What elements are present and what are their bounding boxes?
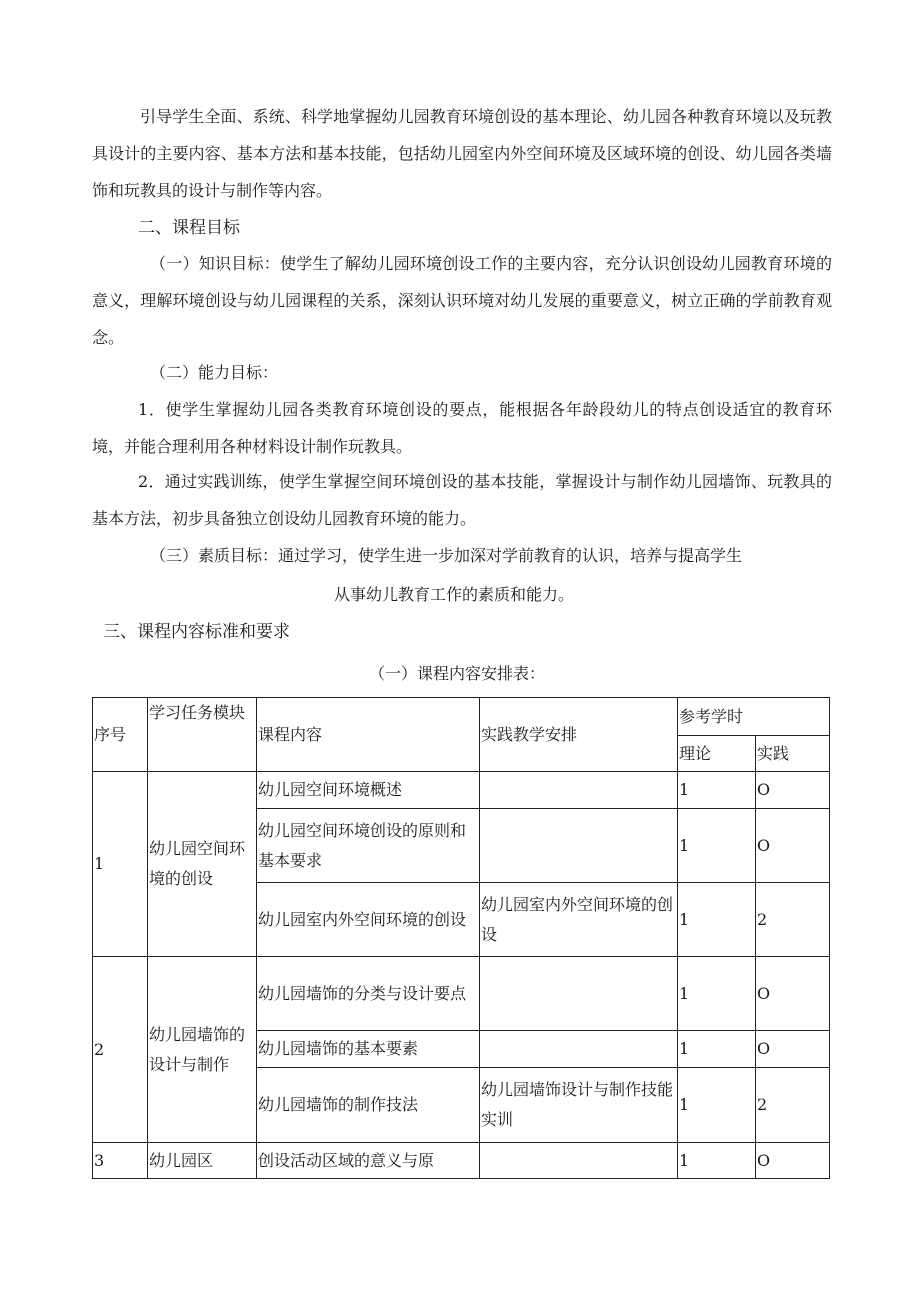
- row-content: 幼儿园室内外空间环境的创设: [257, 883, 480, 957]
- table-row: [93, 1143, 830, 1179]
- row-content: 幼儿园空间环境创设的原则和基本要求: [257, 809, 480, 883]
- row-practice: [480, 1143, 678, 1179]
- row-theory: 1: [678, 772, 756, 809]
- header-module: 学习任务模块: [148, 698, 257, 772]
- quality-goal-line-1: （三）素质目标：通过学习，使学生进一步加深对学前教育的认识，培养与提高学生: [150, 546, 743, 565]
- row-content: 幼儿园墙饰的基本要素: [257, 1031, 480, 1068]
- course-content-table: [92, 697, 830, 1179]
- header-no: 序号: [93, 698, 148, 772]
- row-prac: O: [756, 957, 830, 1031]
- row-theory: 1: [678, 1143, 756, 1179]
- group-no: 1: [93, 772, 148, 957]
- row-theory: 1: [678, 883, 756, 957]
- group-module: 幼儿园墙饰的设计与制作: [148, 957, 257, 1143]
- ability-goal-heading: （二）能力目标：: [150, 363, 279, 382]
- row-prac: O: [756, 1143, 830, 1179]
- row-practice: [480, 957, 678, 1031]
- row-theory: 1: [678, 809, 756, 883]
- quality-goal-line-2: 从事幼儿教育工作的素质和能力。: [334, 585, 575, 604]
- row-theory: 1: [678, 957, 756, 1031]
- row-content: 幼儿园墙饰的制作技法: [257, 1068, 480, 1143]
- table-row: [93, 772, 830, 809]
- table-caption: （一）课程内容安排表：: [369, 664, 546, 683]
- row-prac: O: [756, 772, 830, 809]
- section-heading-content: 三、课程内容标准和要求: [103, 622, 290, 642]
- row-practice: [480, 809, 678, 883]
- header-hours: 参考学时: [678, 698, 830, 736]
- header-content: 课程内容: [257, 698, 480, 772]
- section-heading-goals: 二、课程目标: [138, 218, 240, 238]
- table-header-row: [93, 698, 830, 736]
- row-practice: [480, 1031, 678, 1068]
- ability-goal-item-1: 1．使学生掌握幼儿园各类教育环境创设的要点，能根据各年龄段幼儿的特点创设适宜的教育环境，并能合理利用各种材料设计制作玩教具。: [92, 400, 832, 456]
- row-practice: 幼儿园室内外空间环境的创设: [480, 883, 678, 957]
- group-module: 幼儿园区: [148, 1143, 257, 1179]
- row-theory: 1: [678, 1068, 756, 1143]
- group-no: 3: [93, 1143, 148, 1179]
- header-prac: 实践: [756, 736, 830, 772]
- row-prac: 2: [756, 1068, 830, 1143]
- row-prac: O: [756, 809, 830, 883]
- row-theory: 1: [678, 1031, 756, 1068]
- row-content: 幼儿园空间环境概述: [257, 772, 480, 809]
- table-row: [93, 957, 830, 1031]
- row-content: 创设活动区域的意义与原: [257, 1143, 480, 1179]
- header-theory: 理论: [678, 736, 756, 772]
- group-module: 幼儿园空间环境的创设: [148, 772, 257, 957]
- header-practice: 实践教学安排: [480, 698, 678, 772]
- row-practice: 幼儿园墙饰设计与制作技能实训: [480, 1068, 678, 1143]
- row-prac: O: [756, 1031, 830, 1068]
- ability-goal-item-2: 2．通过实践训练，使学生掌握空间环境创设的基本技能，掌握设计与制作幼儿园墙饰、玩教具的基本方法，初步具备独立创设幼儿园教育环境的能力。: [92, 472, 832, 528]
- row-content: 幼儿园墙饰的分类与设计要点: [257, 957, 480, 1031]
- row-prac: 2: [756, 883, 830, 957]
- group-no: 2: [93, 957, 148, 1143]
- row-practice: [480, 772, 678, 809]
- knowledge-goal-paragraph: （一）知识目标：使学生了解幼儿园环境创设工作的主要内容，充分认识创设幼儿园教育环境的意义，理解环境创设与幼儿园课程的关系，深刻认识环境对幼儿发展的重要意义，树立正确的学前教育观念。: [92, 254, 832, 347]
- intro-paragraph: 引导学生全面、系统、科学地掌握幼儿园教育环境创设的基本理论、幼儿园各种教育环境以及玩教具设计的主要内容、基本方法和基本技能，包括幼儿园室内外空间环境及区域环境的创设、幼儿园各类墙饰和玩教具的设计与制作等内容。: [92, 107, 832, 200]
